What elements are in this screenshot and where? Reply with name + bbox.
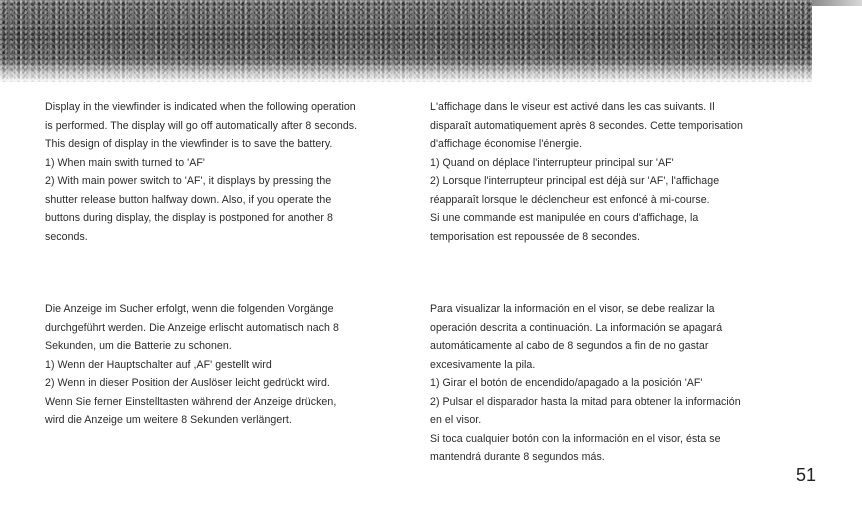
text-line: 1) Girar el botón de encendido/apagado a la posición 'AF' <box>430 377 703 389</box>
text-line: d'affichage économise l'énergie. <box>430 138 583 150</box>
text-line: 2) Pulsar el disparador hasta la mitad para obtener la información <box>430 395 741 408</box>
text-line: 2) Wenn in dieser Position der Auslöser leicht gedrückt wird. <box>45 377 330 389</box>
text-line: This design of display in the viewfinder is to save the battery. <box>45 138 333 150</box>
text-line: temporisation est repoussée de 8 secondes. <box>430 230 640 243</box>
text-line: en el visor. <box>430 414 482 426</box>
text-line: Si une commande est manipulée en cours d'affichage, la <box>430 212 699 224</box>
text-line: 2) Lorsque l'interrupteur principal est déjà sur 'AF', l'affichage <box>430 175 720 187</box>
text-line: is performed. The display will go off automatically after 8 seconds. <box>45 119 358 132</box>
french-text-block <box>430 98 743 246</box>
text-line: L'affichage dans le viseur est activé dans les cas suivants. Il <box>430 101 715 113</box>
text-line: 1) When main swith turned to 'AF' <box>45 156 205 169</box>
english-text-block <box>45 98 357 246</box>
text-line: Die Anzeige im Sucher erfolgt, wenn die folgenden Vorgänge <box>45 303 334 315</box>
page-number: 51 <box>796 465 817 485</box>
text-line: 1) Quand on déplace l'interrupteur principal sur 'AF' <box>430 156 674 169</box>
text-line: operación descrita a continuación. La información se apagará <box>430 321 723 334</box>
text-line: shutter release button halfway down. Also, if you operate the <box>45 193 332 206</box>
text-line: durchgeführt werden. Die Anzeige erlischt automatisch nach 8 <box>45 321 339 334</box>
margin-tick <box>804 47 807 48</box>
text-line: 2) With main power switch to 'AF', it displays by pressing the <box>45 175 332 187</box>
spanish-text-block <box>430 300 741 467</box>
text-line: automáticamente al cabo de 8 segundos a fin de no gastar <box>430 340 709 352</box>
text-line: buttons during display, the display is postponed for another 8 <box>45 212 333 224</box>
text-line: mantendrá durante 8 segundos más. <box>430 451 605 463</box>
text-line: Si toca cualquier botón con la información en el visor, ésta se <box>430 432 721 445</box>
text-line: disparaît automatiquement après 8 secondes. Cette temporisation <box>430 119 743 132</box>
text-line: excesivamente la pila. <box>430 358 536 371</box>
text-line: Wenn Sie ferner Einstelltasten während der Anzeige drücken, <box>45 395 337 408</box>
text-line: seconds. <box>45 230 88 243</box>
text-line: wird die Anzeige um weitere 8 Sekunden verlängert. <box>45 414 292 426</box>
text-line: Para visualizar la información en el visor, se debe realizar la <box>430 303 715 315</box>
header-edge <box>812 0 862 6</box>
text-line: Sekunden, um die Batterie zu schonen. <box>45 340 232 352</box>
header-fade <box>0 60 812 90</box>
text-line: réapparaît lorsque le déclencheur est enfoncé à mi-course. <box>430 193 710 206</box>
text-line: 1) Wenn der Hauptschalter auf ,AF' gestellt wird <box>45 358 272 371</box>
text-line: Display in the viewfinder is indicated when the following operation <box>45 101 356 113</box>
german-text-block <box>45 300 339 430</box>
